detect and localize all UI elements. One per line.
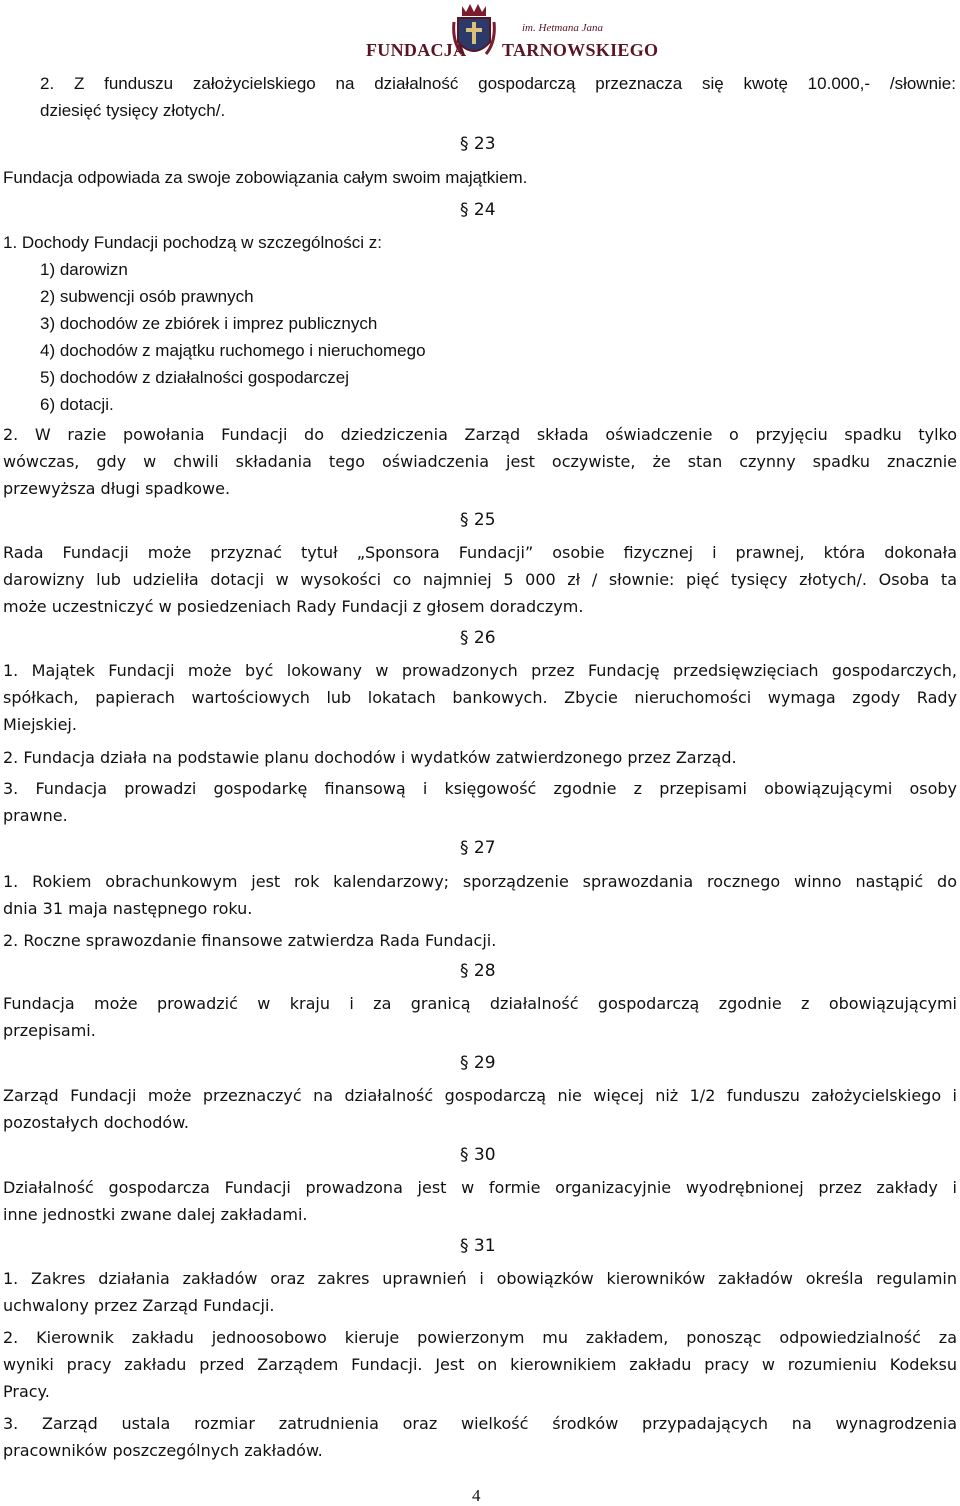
text-line: prawne. [3,806,68,825]
paragraph-heading: § 23 [460,134,496,154]
list-item: 4) dochodów z majątku ruchomego i nieruchomego [40,341,426,360]
text-line: pozostałych dochodów. [3,1113,189,1132]
text-line: przewyższa długi spadkowe. [3,479,231,498]
list-item: 5) dochodów z działalności gospodarczej [40,368,350,387]
logo-wordmark [366,40,659,61]
text-line: Miejskiej. [3,715,77,734]
paragraph-heading: § 25 [460,510,496,530]
logo-left-text: FUNDACJA [366,40,467,60]
text-line: pracowników poszczególnych zakładów. [3,1441,323,1460]
text-line: uchwalony przez Zarząd Fundacji. [3,1296,275,1315]
text-line: 1. Zakres działania zakładów oraz zakres uprawnień i obowiązków kierowników zakładów określa regulamin [3,1269,957,1288]
logo-right-text: TARNOWSKIEGO [502,40,659,60]
text-line: 1. Majątek Fundacji może być lokowany w prowadzonych przez Fundację przedsięwzięciach gospodarczych, [3,661,957,680]
list-item: 2) subwencji osób prawnych [40,287,254,306]
text-line: 1. Dochody Fundacji pochodzą w szczególności z: [3,233,382,252]
paragraph-heading: § 28 [460,961,496,981]
text-line: dziesięć tysięcy złotych/. [40,101,226,120]
text-line: Fundacja może prowadzić w kraju i za granicą działalność gospodarczą zgodnie z obowiązującymi [3,994,957,1013]
text-line: 2. W razie powołania Fundacji do dziedziczenia Zarząd składa oświadczenie o przyjęciu spadku tylko [3,425,957,444]
text-line: 2. Roczne sprawozdanie finansowe zatwierdza Rada Fundacji. [3,931,497,950]
paragraph-heading: § 31 [460,1236,496,1256]
logo-subtitle: im. Hetmana Jana [522,22,603,34]
text-line: Pracy. [3,1382,50,1401]
text-line: Zarząd Fundacji może przeznaczyć na działalność gospodarczą nie więcej niż 1/2 funduszu założycielskiego i [3,1086,957,1105]
text-line: 1. Rokiem obrachunkowym jest rok kalendarzowy; sporządzenie sprawozdania rocznego winno nastąpić do [3,872,957,891]
text-line: Działalność gospodarcza Fundacji prowadzona jest w formie organizacyjnie wyodrębnionej przez zakłady i [3,1178,957,1197]
text-line: dnia 31 maja następnego roku. [3,899,253,918]
paragraph-heading: § 30 [460,1145,496,1165]
text-line: przepisami. [3,1021,96,1040]
text-line: 2. Z funduszu założycielskiego na działalność gospodarczą przeznacza się kwotę 10.000,- /słownie: [40,74,956,93]
list-item: 6) dotacji. [40,395,114,414]
text-line: spółkach, papierach wartościowych lub lokatach bankowych. Zbycie nieruchomości wymaga zgody Rady [3,688,957,707]
text-line: 3. Zarząd ustala rozmiar zatrudnienia oraz wielkość środków przypadających na wynagrodzenia [3,1414,957,1433]
paragraph-heading: § 29 [460,1053,496,1073]
text-line: 3. Fundacja prowadzi gospodarkę finansową i księgowość zgodnie z przepisami obowiązującymi osoby [3,779,957,798]
text-line: Rada Fundacji może przyznać tytuł „Sponsora Fundacji” osobie fizycznej i prawnej, która dokonała [3,543,957,562]
text-line: Fundacja odpowiada za swoje zobowiązania całym swoim majątkiem. [3,168,528,187]
text-line: inne jednostki zwane dalej zakładami. [3,1205,308,1224]
text-line: wówczas, gdy w chwili składania tego oświadczenia jest oczywiste, że stan czynny spadku znacznie [3,452,957,471]
text-line: darowizny lub udzieliła dotacji w wysokości co najmniej 5 000 zł / słownie: pięć tysięcy złotych/. Osoba ta [3,570,957,589]
text-line: 2. Fundacja działa na podstawie planu dochodów i wydatków zatwierdzonego przez Zarząd. [3,748,737,767]
text-line: 2. Kierownik zakładu jednoosobowo kieruje powierzonym mu zakładem, ponosząc odpowiedzialność za [3,1328,957,1347]
page-number: 4 [472,1486,481,1505]
text-line: może uczestniczyć w posiedzeniach Rady Fundacji z głosem doradczym. [3,597,584,616]
paragraph-heading: § 27 [460,838,496,858]
foundation-logo [366,2,659,64]
paragraph-heading: § 26 [460,628,496,648]
list-item: 3) dochodów ze zbiórek i imprez publicznych [40,314,378,333]
list-item: 1) darowizn [40,260,128,279]
paragraph-heading: § 24 [460,200,496,220]
text-line: wyniki pracy zakładu przed Zarządem Fundacji. Jest on kierownikiem zakładu pracy w rozumieniu Kodeksu [3,1355,957,1374]
